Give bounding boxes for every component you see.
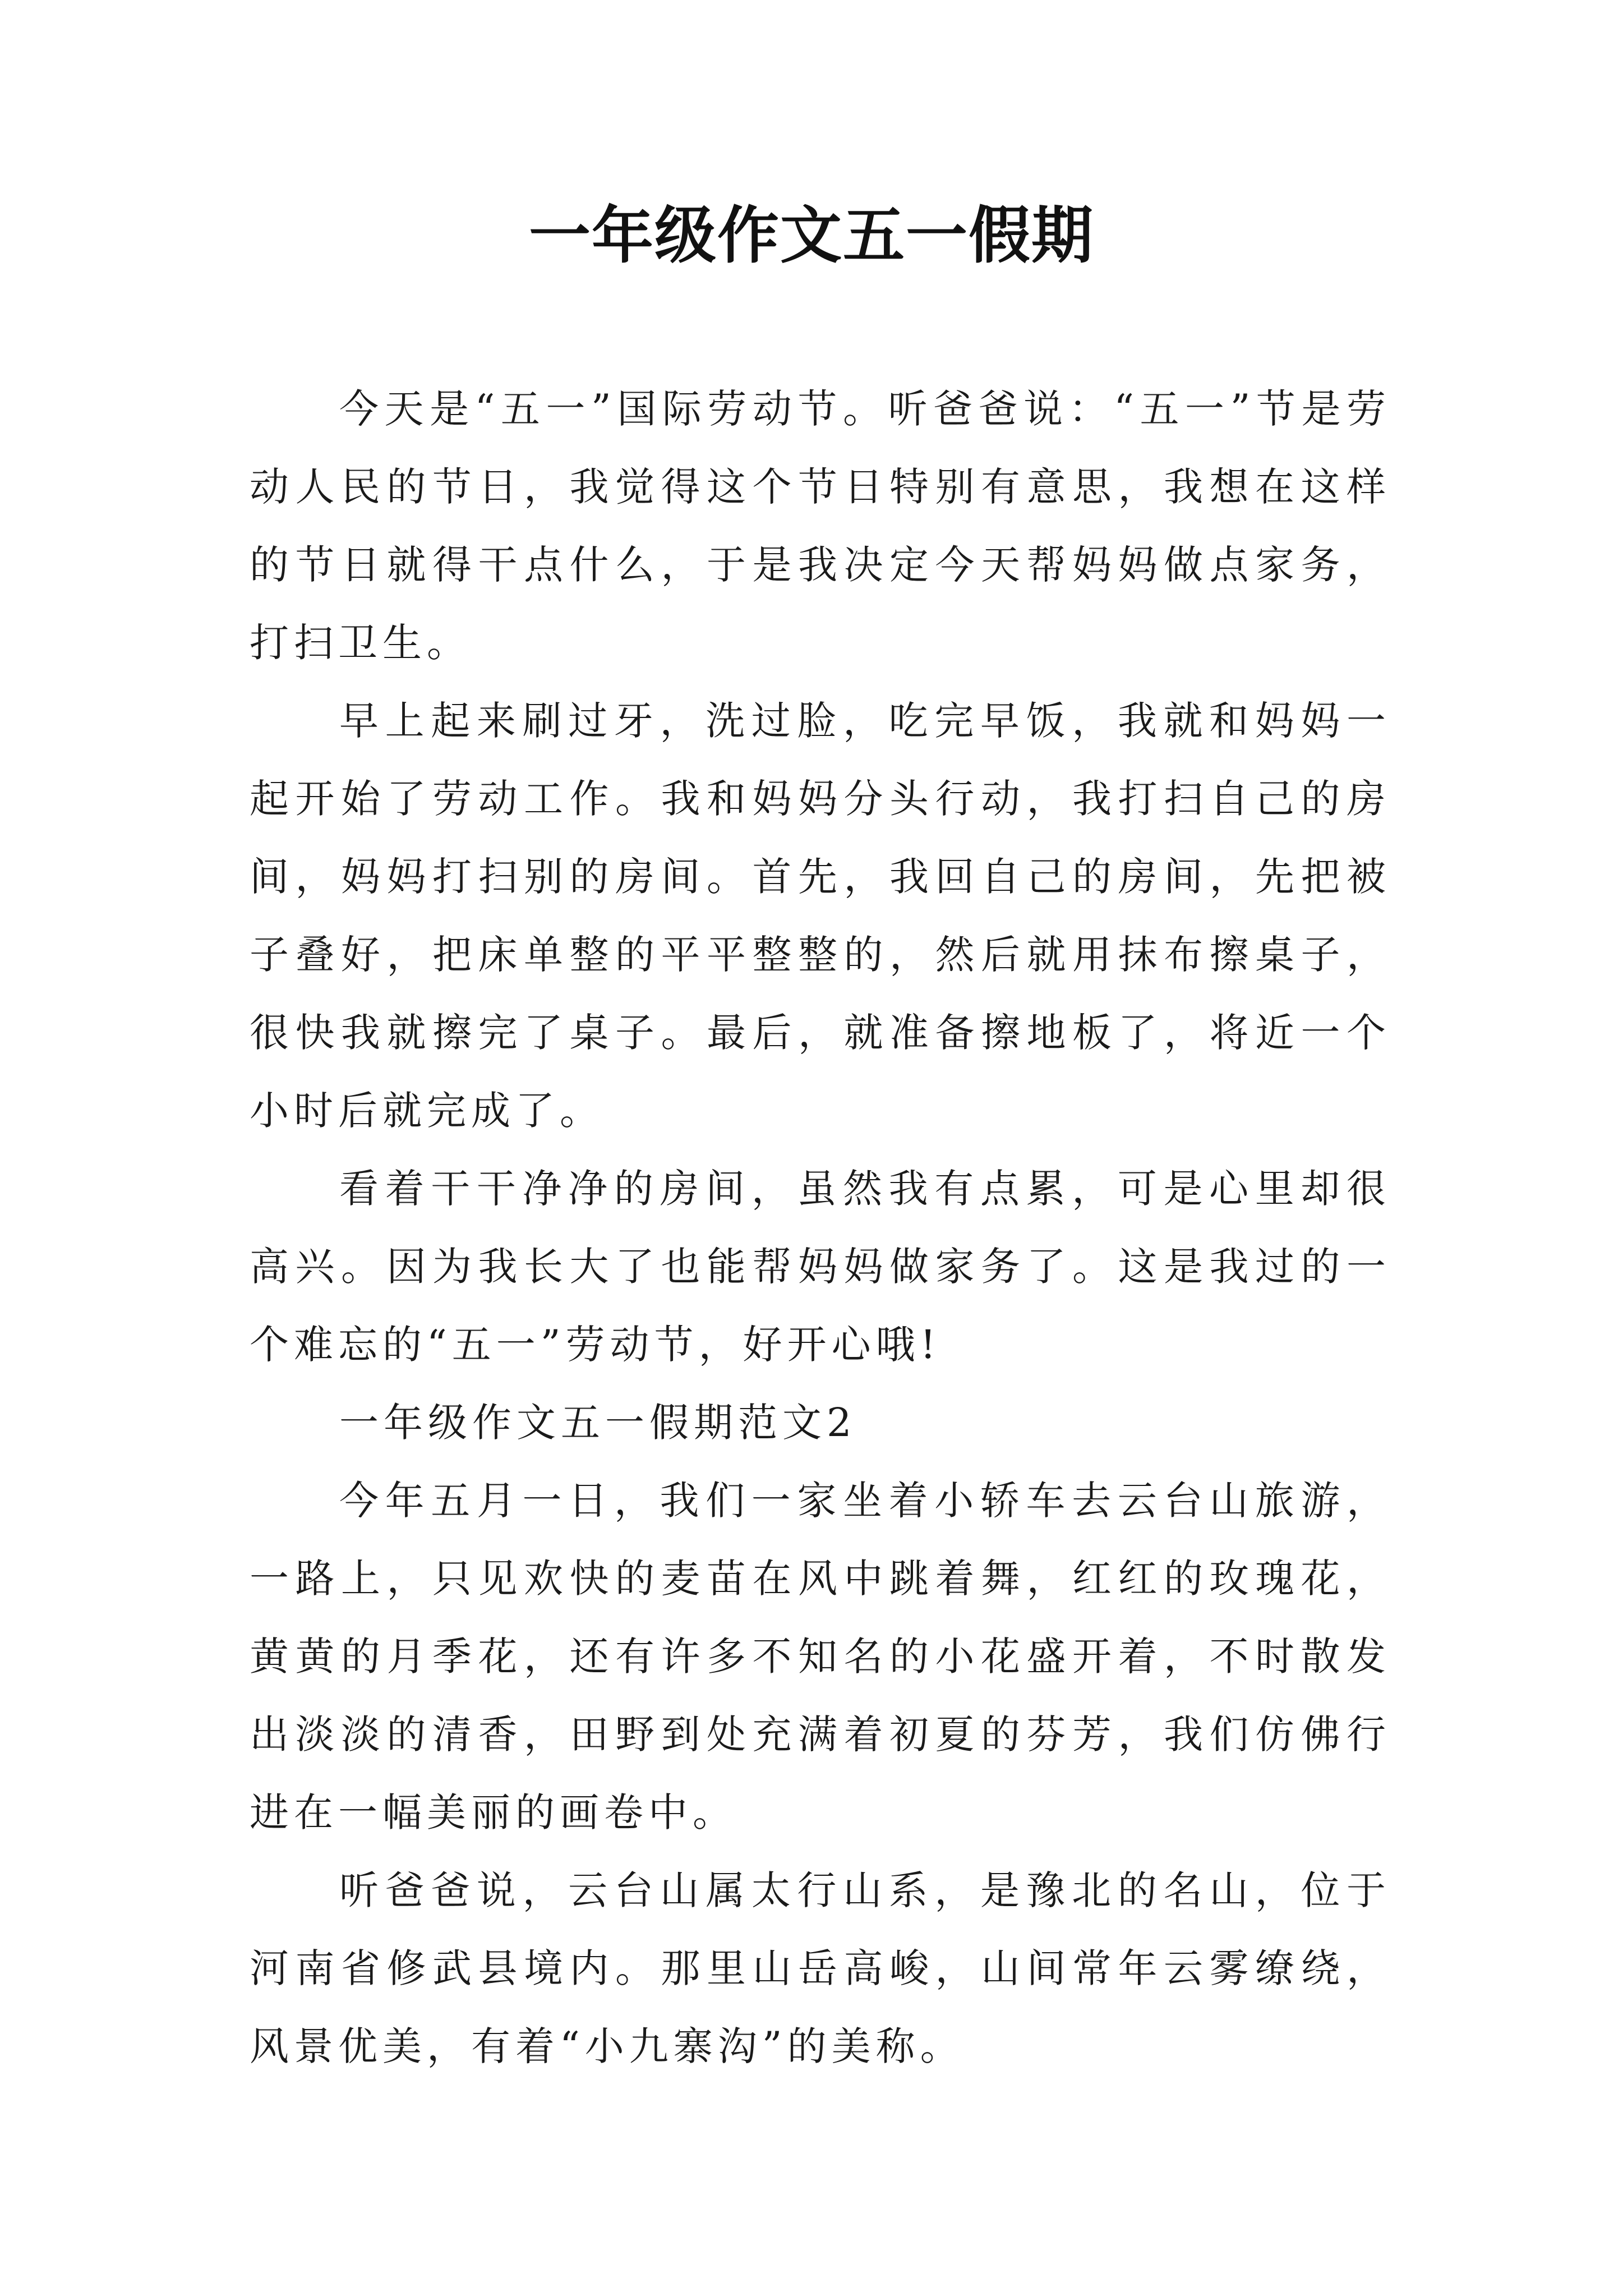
document-title: 一年级作文五一假期 — [529, 199, 1094, 272]
paragraph: 今年五月一日，我们一家坐着小轿车去云台山旅游，一路上，只见欢快的麦苗在风中跳着舞，红红的玫瑰花，黄黄的月季花，还有许多不知名的小花盛开着，不时散发出淡淡的清香，田野到处充满着初夏的芬芳，我们仿佛行进在一幅美丽的画卷中。 — [250, 1478, 1391, 1835]
paragraph: 看着干干净净的房间，虽然我有点累，可是心里却很高兴。因为我长大了也能帮妈妈做家务了。这是我过的一个难忘的“五一”劳动节，好开心哦! — [250, 1166, 1391, 1368]
document-body — [250, 370, 1391, 2086]
paragraph: 今天是“五一”国际劳动节。听爸爸说：“五一”节是劳动人民的节日，我觉得这个节日特别有意思，我想在这样的节日就得干点什么，于是我决定今天帮妈妈做点家务，打扫卫生。 — [250, 386, 1391, 666]
paragraph: 听爸爸说，云台山属太行山系，是豫北的名山，位于河南省修武县境内。那里山岳高峻，山间常年云雾缭绕，风景优美，有着“小九寨沟”的美称。 — [250, 1867, 1391, 2069]
paragraph: 早上起来刷过牙，洗过脸，吃完早饭，我就和妈妈一起开始了劳动工作。我和妈妈分头行动，我打扫自己的房间，妈妈打扫别的房间。首先，我回自己的房间，先把被子叠好，把床单整的平平整整的，然后就用抹布擦桌子，很快我就擦完了桌子。最后，就准备擦地板了，将近一个小时后就完成了。 — [250, 698, 1391, 1134]
section-heading: 一年级作文五一假期范文2 — [339, 1400, 857, 1446]
